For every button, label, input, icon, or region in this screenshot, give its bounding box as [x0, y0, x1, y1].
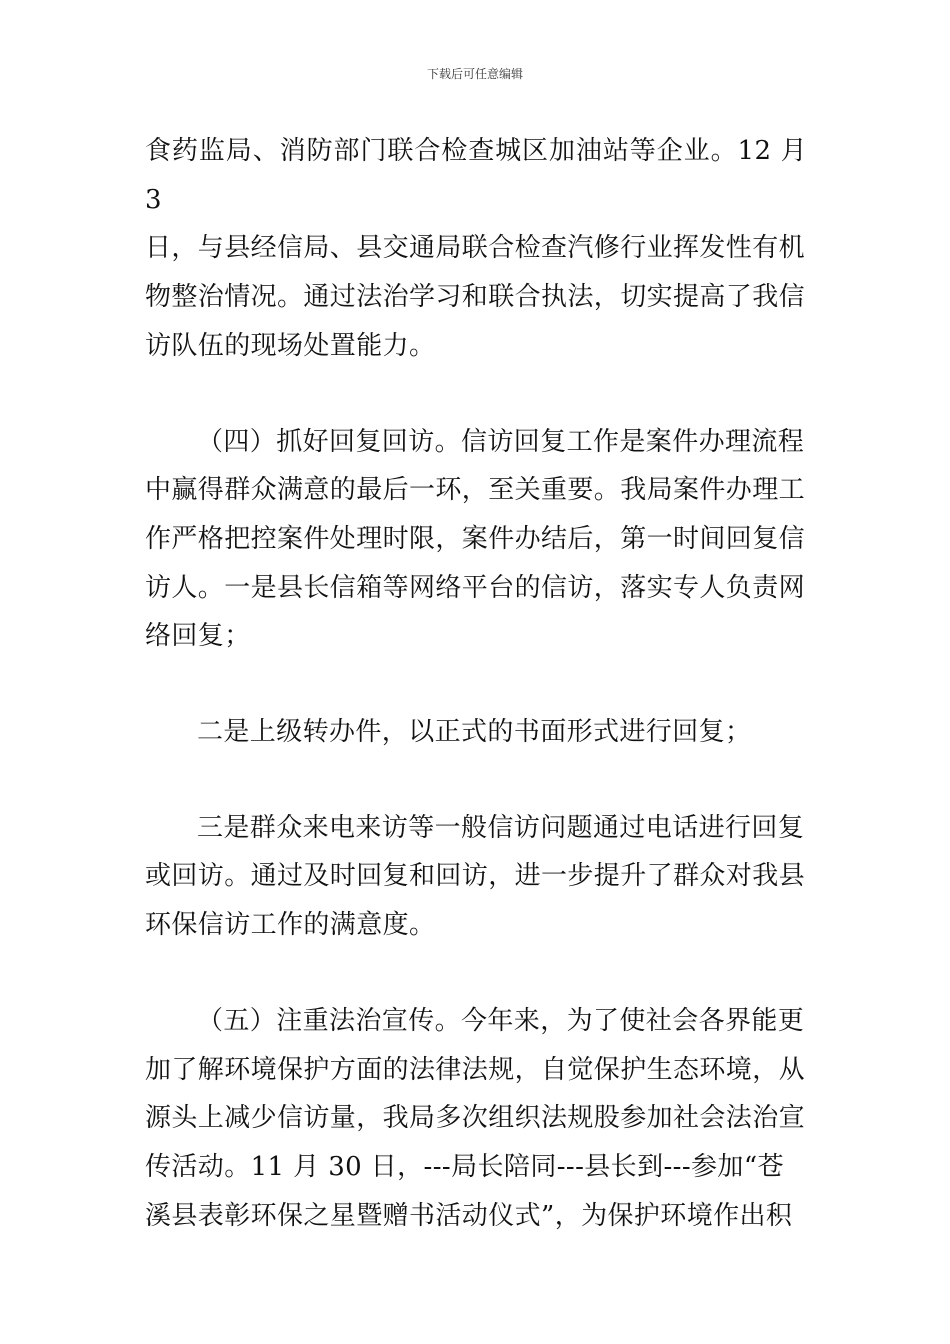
text-line: 访队伍的现场处置能力。	[145, 330, 436, 361]
text-line: 络回复；	[145, 621, 251, 652]
text-line: 访人。一是县长信箱等网络平台的信访，落实专人负责网	[145, 572, 806, 603]
text-line: 环保信访工作的满意度。	[145, 910, 436, 941]
text-line: 中赢得群众满意的最后一环，至关重要。我局案件办理工	[145, 475, 806, 506]
text-line: 传活动。11 月 30 日，---局长陪同---县长到---参加“苍	[145, 1151, 784, 1182]
text-line: （五）注重法治宣传。今年来，为了使社会各界能更	[197, 1005, 805, 1036]
paragraph-gap	[145, 950, 807, 997]
text-line: （四）抓好回复回访。信访回复工作是案件办理流程	[197, 426, 805, 457]
header-note: 下载后可任意编辑	[426, 67, 523, 81]
paragraph-section-4	[145, 418, 807, 662]
paragraph-gap	[145, 757, 807, 804]
paragraph-gap	[145, 371, 807, 418]
text-line: 三是群众来电来访等一般信访问题通过电话进行回复	[197, 812, 805, 843]
paragraph-section-5	[145, 997, 807, 1241]
paragraph-item-2	[145, 708, 807, 757]
paragraph-gap	[145, 661, 807, 708]
text-line: 食药监局、消防部门联合检查城区加油站等企业。12 月 3	[145, 136, 807, 215]
paragraph-item-3	[145, 804, 807, 950]
text-line: 作严格把控案件处理时限，案件办结后，第一时间回复信	[145, 523, 806, 554]
document-body	[145, 127, 807, 1240]
text-line: 物整治情况。通过法治学习和联合执法，切实提高了我信	[145, 282, 806, 313]
text-line: 日，与县经信局、县交通局联合检查汽修行业挥发性有机	[145, 233, 806, 264]
text-line: 二是上级转办件，以正式的书面形式进行回复；	[197, 717, 752, 748]
text-line: 加了解环境保护方面的法律法规，自觉保护生态环境，从	[145, 1054, 806, 1085]
text-line: 溪县表彰环保之星暨赠书活动仪式”，为保护环境作出积	[145, 1200, 793, 1231]
text-line: 源头上减少信访量，我局多次组织法规股参加社会法治宣	[145, 1103, 806, 1134]
paragraph-continuation	[145, 127, 807, 371]
text-line: 或回访。通过及时回复和回访，进一步提升了群众对我县	[145, 861, 806, 892]
